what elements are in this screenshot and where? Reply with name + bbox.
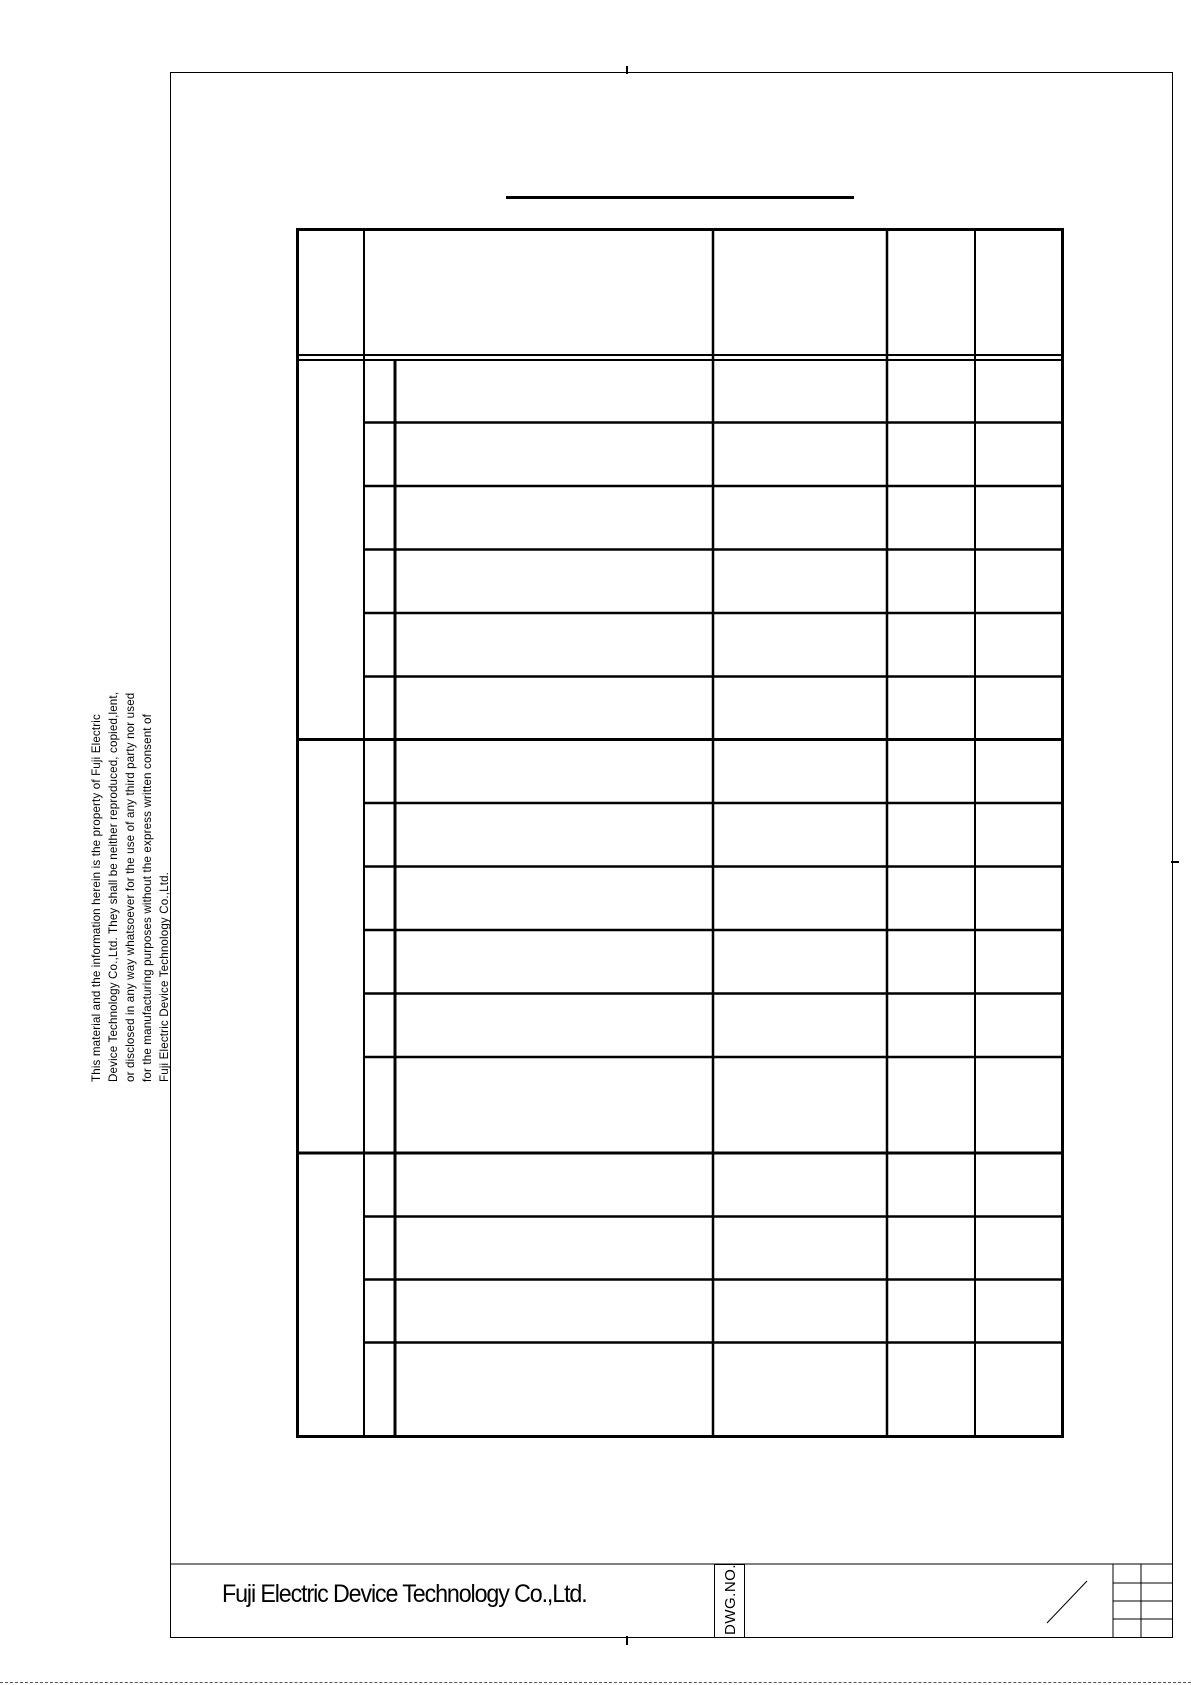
sheet-slash: [1047, 1581, 1087, 1623]
company-name: Fuji Electric Device Technology Co.,Ltd.: [222, 1580, 587, 1608]
notice-line-1: This material and the information herein is the property of Fuji Electric: [90, 714, 103, 1082]
notice-line-4: for the manufacturing purposes without the express written consent of: [141, 713, 154, 1082]
table-outer-border: [298, 230, 1063, 1437]
page-cut-line: [0, 1682, 1191, 1683]
dwg-no-label: DWG.NO.: [722, 1564, 739, 1635]
notice-line-3: or disclosed in any way whatsoever for the use of any third party nor used: [124, 692, 137, 1082]
notice-line-5: Fuji Electric Device Technology Co.,Ltd.: [158, 871, 171, 1082]
notice-line-2: Device Technology Co.,Ltd. They shall be neither reproduced, copied,lent,: [107, 691, 120, 1082]
